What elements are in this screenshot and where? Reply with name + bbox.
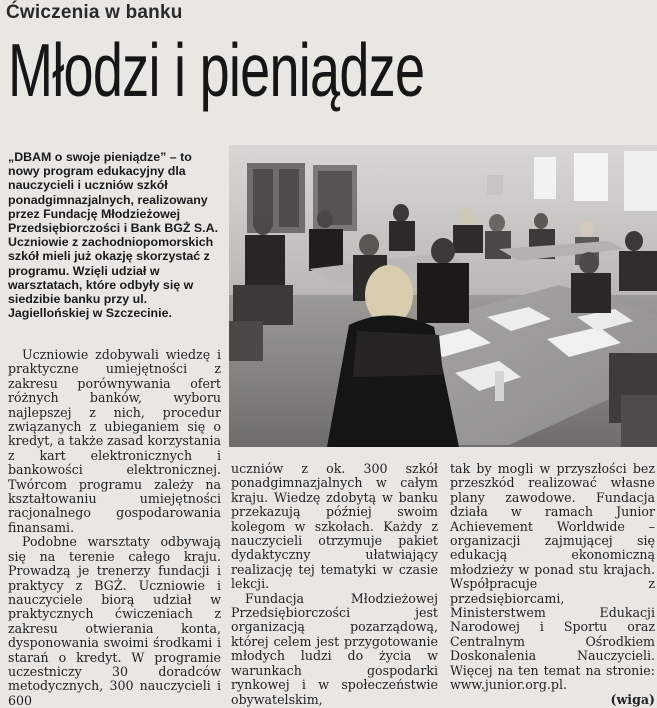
- author-signature: (wiga): [610, 691, 655, 707]
- article-column-2: [231, 462, 438, 707]
- article-column-3: [450, 462, 655, 707]
- body-paragraph: uczniów z ok. 300 szkół ponadgimnazjalnych w całym kraju. Wiedzę zdobytą w banku przekazują później swoim kolegom w szkołach. Każdy z nauczycieli otrzymuje pakiet dydaktyczny ułatwiający realizację tej tematyki w czasie lekcji.: [231, 461, 438, 592]
- body-paragraph: Uczniowie zdobywali wiedzę i praktyczne umiejętności z zakresu porównywania ofert różnych banków, wyboru najlepszej z nich, procedur związanych z ubieganiem się o kredyt, a także zasad korzystania z kart elektronicznych i bankowości elektronicznej. Twórcom programu zależy na kształtowaniu umiejętności racjonalnego gospodarowania finansami.: [8, 347, 221, 535]
- body-paragraph: Podobne warsztaty odbywają się na terenie całego kraju. Prowadzą je trenerzy fundacji i praktycy z BGŻ. Uczniowie i nauczyciele biorą udział w praktycznych ćwiczeniach z zakresu otwierania konta, dysponowania swoimi środkami i starań o kredyt. W programie uczestniczy 30 doradców metodycznych, 300 nauczycieli i 600: [8, 534, 221, 708]
- classroom-photo-illustration: [229, 145, 657, 447]
- article-column-1: [8, 348, 221, 708]
- article-kicker: Ćwiczenia w banku: [6, 2, 183, 23]
- article-headline: Młodzi i pieniądze: [8, 28, 425, 112]
- body-paragraph: tak by mogli w przyszłości bez przeszkód realizować własne plany zawodowe. Fundacja działa w ramach Junior Achievement Worldwide – organizacji zajmującej się edukacją ekonomiczną młodzieży w ponad stu krajach. Współpracuje z przedsiębiorcami, Ministerstwem Edukacji Narodowej i Sportu oraz Centralnym Ośrodkiem Doskonalenia Nauczycieli. Więcej na ten temat na stronie: www.junior.org.pl.: [450, 461, 655, 693]
- article-photo: [229, 145, 657, 447]
- body-paragraph: Fundacja Młodzieżowej Przedsiębiorczości jest organizacją pozarządową, której celem jest przygotowanie młodych ludzi do życia w warunkach gospodarki rynkowej i w społeczeństwie obywatelskim,: [231, 590, 438, 707]
- article-lead: „DBAM o swoje pieniądze” – to nowy program edukacyjny dla nauczycieli i uczniów szkół ponadgimnazjalnych, realizowany przez Fundację Młodzieżowej Przedsiębiorczości i Bank BGŻ S.A. Uczniowie z zachodniopomorskich szkół mieli już okazję skorzystać z programu. Wzięli udział w warsztatach, które odbyły się w siedzibie banku przy ul. Jagiellońskiej w Szczecinie.: [8, 150, 219, 321]
